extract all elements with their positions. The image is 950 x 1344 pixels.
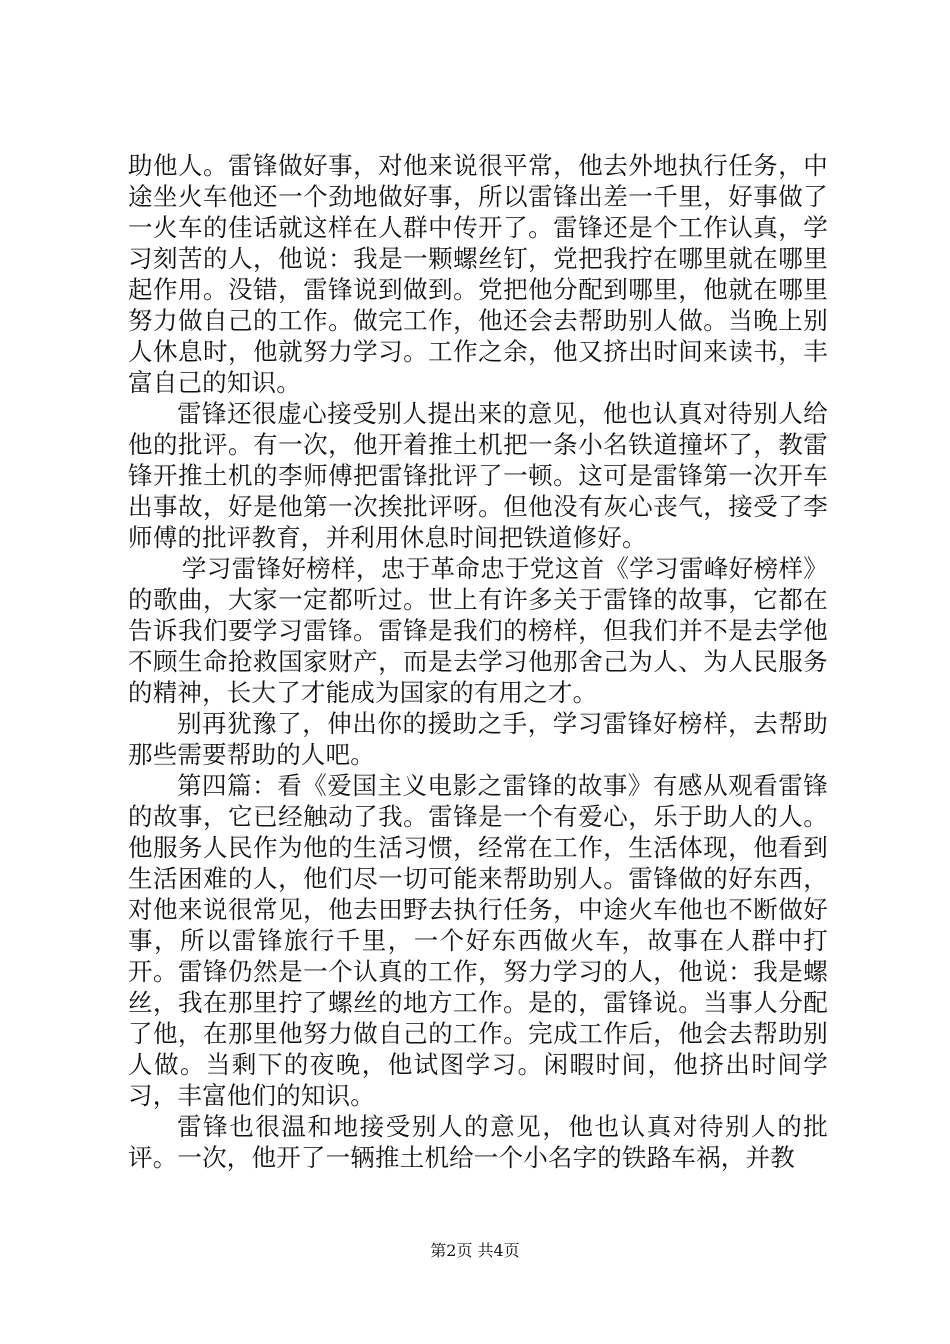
paragraph-5: 第四篇：看《爱国主义电影之雷锋的故事》有感从观看雷锋的故事，它已经触动了我。雷锋是一个有爱心，乐于助人的人。他服务人民作为他的生活习惯，经常在工作，生活体现，他看到生活困难的人，他们尽一切可能来帮助别人。雷锋做的好东西，对他来说很常见，他去田野去执行任务，中途火车他也不断做好事，所以雷锋旅行千里，一个好东西做火车，故事在人群中打开。雷锋仍然是一个认真的工作，努力学习的人，他说：我是螺丝，我在那里拧了螺丝的地方工作。是的，雷锋说。当事人分配了他，在那里他努力做自己的工作。完成工作后，他会去帮助别人做。当剩下的夜晚，他试图学习。闲暇时间，他挤出时间学习，丰富他们的知识。 — [128, 771, 828, 1110]
page-footer: 第2页 共4页 — [430, 1241, 520, 1260]
body-text — [128, 150, 828, 1173]
paragraph-2: 雷锋还很虚心接受别人提出来的意见，他也认真对待别人给他的批评。有一次，他开着推土机把一条小名铁道撞坏了，教雷锋开推土机的李师傅把雷锋批评了一顿。这可是雷锋第一次开车出事故，好是他第一次挨批评呀。但他没有灰心丧气，接受了李师傅的批评教育，并利用休息时间把铁道修好。 — [128, 399, 828, 552]
paragraph-6: 雷锋也很温和地接受别人的意见，他也认真对待别人的批评。一次，他开了一辆推土机给一个小名字的铁路车祸，并教 — [128, 1112, 828, 1172]
paragraph-3: 学习雷锋好榜样，忠于革命忠于党这首《学习雷峰好榜样》的歌曲，大家一定都听过。世上有许多关于雷锋的故事，它都在告诉我们要学习雷锋。雷锋是我们的榜样，但我们并不是去学他不顾生命抢救国家财产，而是去学习他那舍己为人、为人民服务的精神，长大了才能成为国家的有用之才。 — [128, 554, 828, 707]
paragraph-1: 助他人。雷锋做好事，对他来说很平常，他去外地执行任务，中途坐火车他还一个劲地做好事，所以雷锋出差一千里，好事做了一火车的佳话就这样在人群中传开了。雷锋还是个工作认真，学习刻苦的人，他说：我是一颗螺丝钉，党把我拧在哪里就在哪里起作用。没错，雷锋说到做到。党把他分配到哪里，他就在哪里努力做自己的工作。做完工作，他还会去帮助别人做。当晚上别人休息时，他就努力学习。工作之余，他又挤出时间来读书，丰富自己的知识。 — [128, 151, 828, 397]
paragraph-4: 别再犹豫了，伸出你的援助之手，学习雷锋好榜样，去帮助那些需要帮助的人吧。 — [128, 709, 828, 769]
